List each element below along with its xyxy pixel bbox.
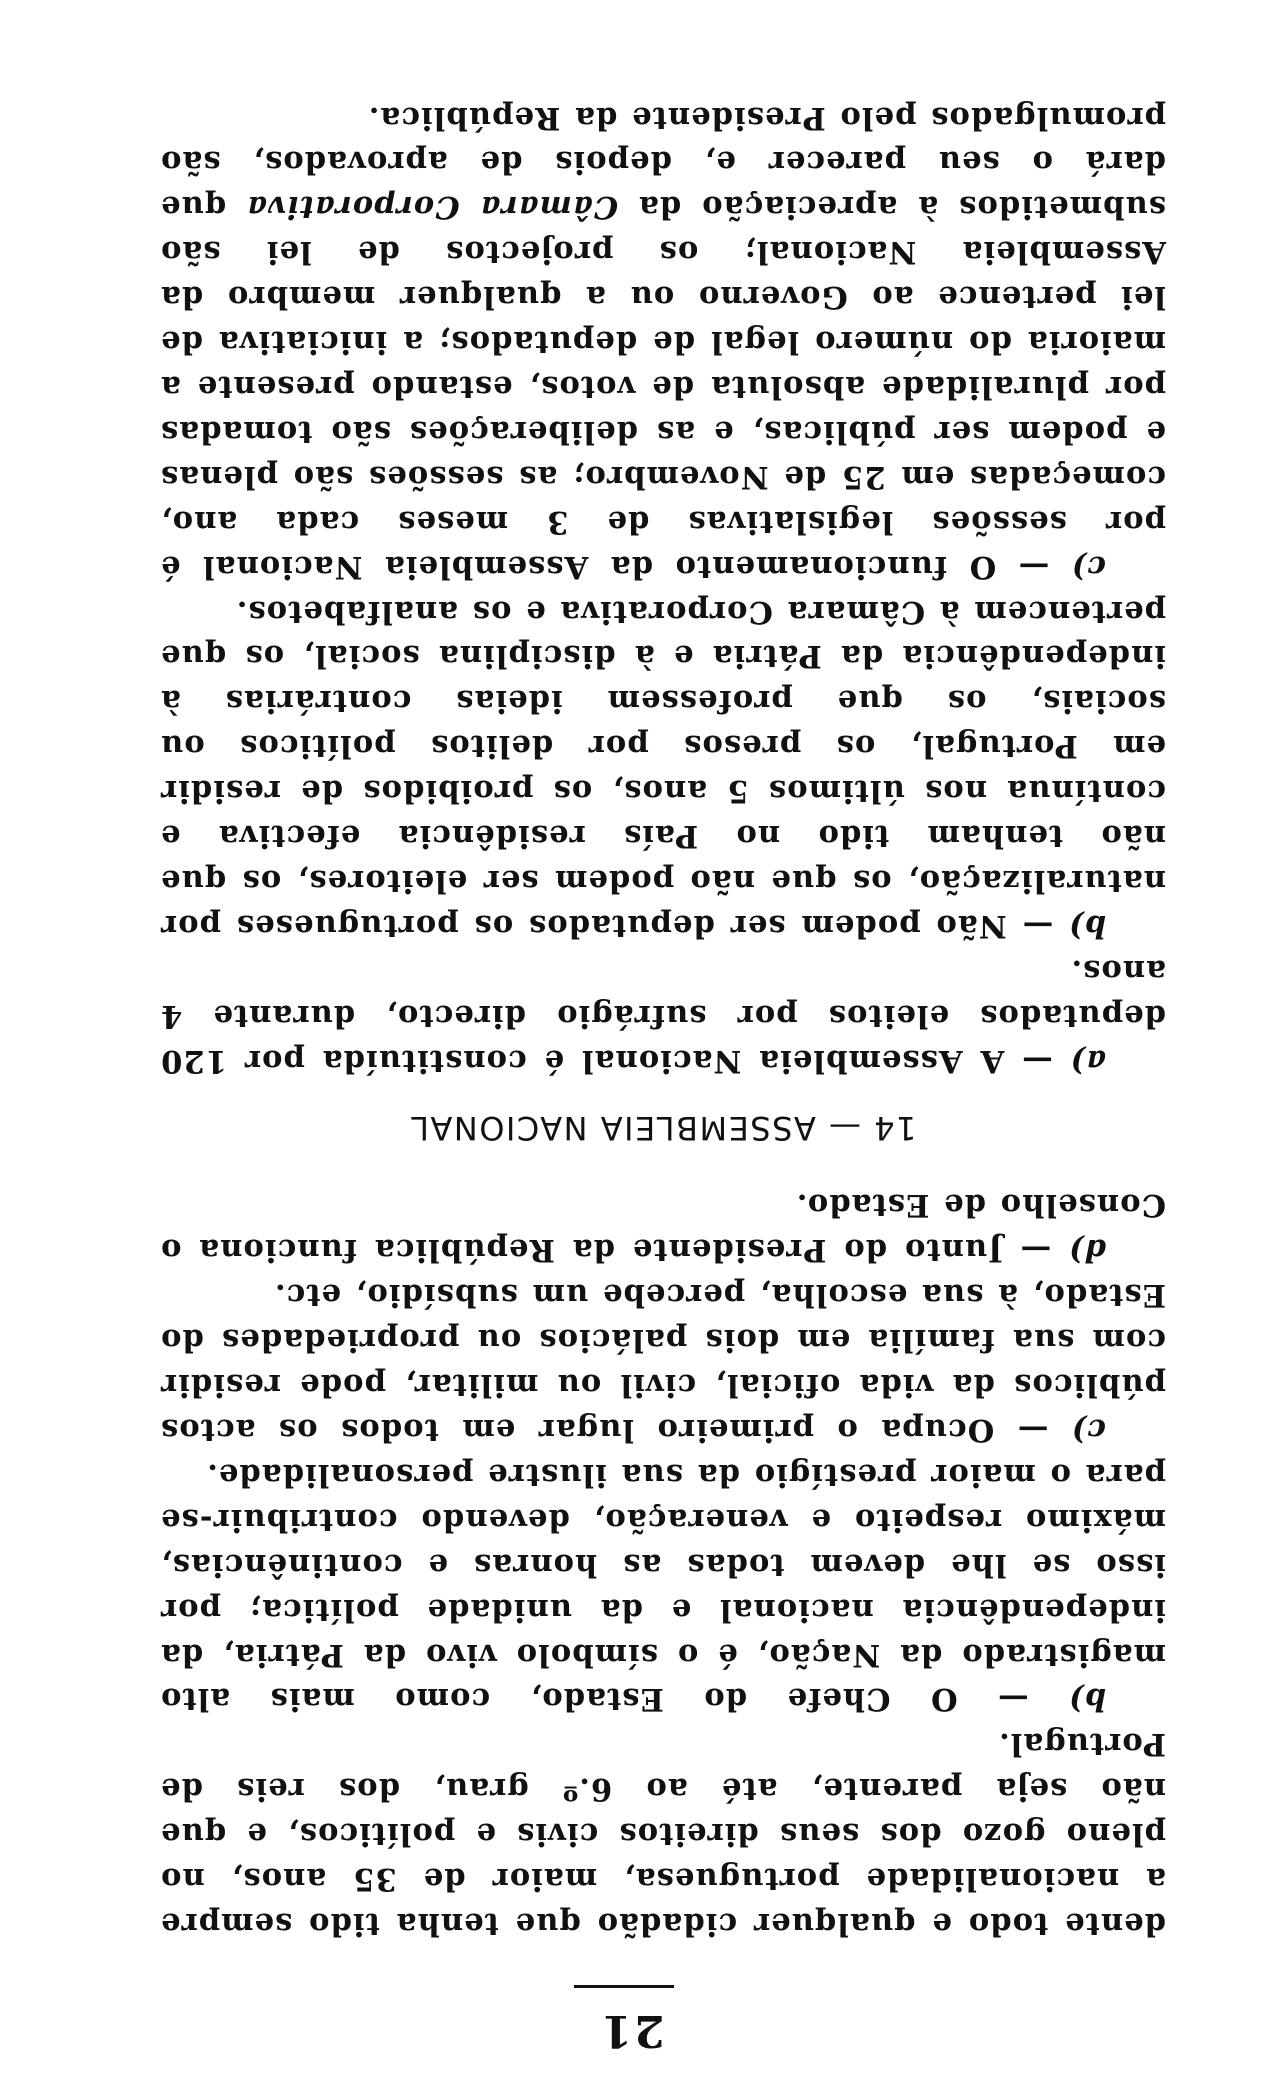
paragraph-text: dente todo e qualquer cidadão que tenha tido sempre a nacionalidade portuguesa, maior de 35 anos, no pleno gozo dos seus direitos civis e políticos, e que não seja parente, até ao 6.º grau, dos reis de Portugal. [160, 1726, 1166, 1942]
paragraph-text: — Ocupa o primeiro lugar em todos os actos públicos da vida oficial, civil ou militar, pode residir com sua família em dois palácios ou propriedades do Estado, à sua escolha, percebe um subsídio, etc. [160, 1277, 1166, 1449]
paragraph-text: — Não podem ser deputados os portugueses por naturalização, os que não podem ser eleitores, os que não tenham tido no País residência efectiva e contínua nos últimos 5 anos, os proibidos de residir em Portugal, os presos por delitos políticos ou sociais, os que professem ideias contrárias à independência da Pátria e à disciplina social, os que pertencem à Câmara Corporativa e os analfabetos. [160, 593, 1166, 944]
item-letter: b) [1068, 1681, 1106, 1718]
header-rule [574, 1985, 674, 1988]
section-heading: 14 — ASSEMBLEIA NACIONAL [409, 1108, 917, 1147]
paragraph-item-b [160, 589, 1166, 948]
paragraph-text: — O funcionamento da Assembleia Nacional é por sessões legislativas de 3 meses cada ano, começadas em 25 de Novembro; as sessões são plenas e podem ser públicas, e as deliberações são tomadas por pluralidade absoluta de votos, estando presente a maioria do número legal de deputados; a iniciativa de lei pertence ao Governo ou a qualquer membro da Assembleia Nacional; os projectos de lei são submetidos à apreciação da [160, 189, 1166, 585]
item-letter: c) [1070, 548, 1106, 585]
paragraph-continuation [160, 1721, 1166, 1946]
page-number: 21 [599, 2005, 665, 2056]
item-letter: b) [1068, 907, 1106, 944]
paragraph-item-c [160, 1272, 1166, 1452]
item-letter: d) [1068, 1232, 1106, 1269]
paragraph-item-d [160, 1183, 1166, 1273]
paragraph-text: — O Chefe do Estado, como mais alto magistrado da Nação, é o símbolo vivo da Pátria, da independência nacional e da unidade política; por isso se lhe devem todas as honras e continências, máximo respeito e veneração, devendo contribuir-se para o maior prestígio da sua ilustre personalidade. [160, 1456, 1166, 1718]
paragraph-item-b [160, 1452, 1166, 1721]
paragraph-text: — A Assembleia Nacional é constituída por 120 deputados eleitos por sufrágio directo, durante 4 anos. [160, 952, 1166, 1079]
paragraph-text: que dará o seu parecer e, depois de aprovados, são promulgados pelo Presidente da República. [160, 99, 1166, 226]
paragraph-text: — Junto do Presidente da República funciona o Conselho de Estado. [160, 1187, 1166, 1269]
text-column [160, 95, 1166, 1946]
paragraph-item-a [160, 948, 1166, 1083]
emphasized-text: Câmara Corporativa [246, 189, 619, 226]
item-letter: a) [1069, 1042, 1106, 1079]
item-letter: c) [1070, 1412, 1106, 1449]
paragraph-item-c [160, 95, 1166, 589]
